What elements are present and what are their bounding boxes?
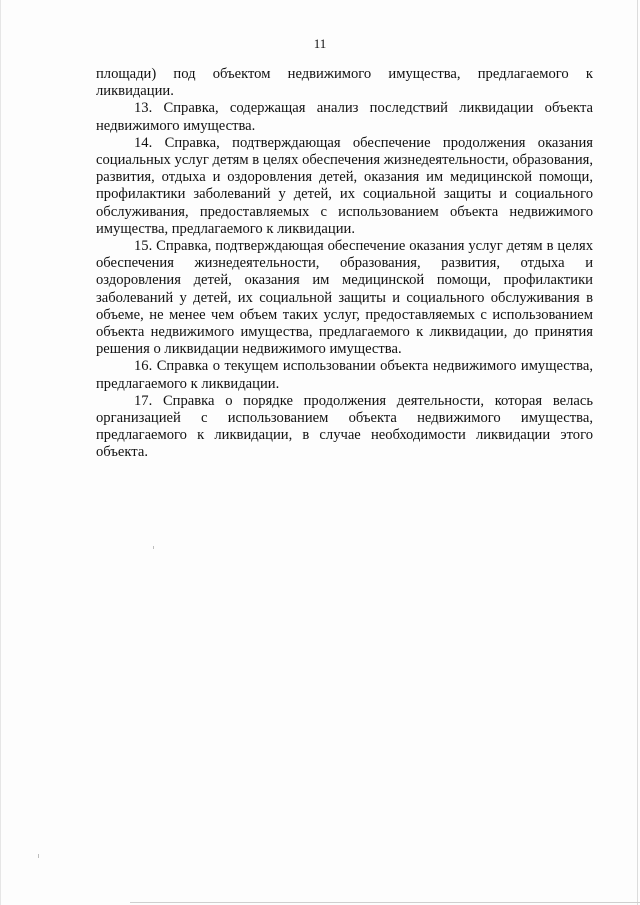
document-body: [96, 66, 593, 462]
scan-edge-bottom: [130, 902, 640, 903]
paragraph-item-15: 15. Справка, подтверждающая обеспечение оказания услуг детям в целях обеспечения жизнедеятельности, образования, развития, отдыха и оздоровления детей, оказания им медицинской помощи, профилактики заболеваний у детей, их социальной защиты и социального обслуживания в объеме, не менее чем объем таких услуг, предоставляемых с использованием объекта недвижимого имущества, предлагаемого к ликвидации, до принятия решения о ликвидации недвижимого имущества.: [96, 238, 593, 358]
paragraph-continuation: площади) под объектом недвижимого имущества, предлагаемого к ликвидации.: [96, 66, 593, 100]
paragraph-item-17: 17. Справка о порядке продолжения деятельности, которая велась организацией с использованием объекта недвижимого имущества, предлагаемого к ликвидации, в случае необходимости ликвидации этого объекта.: [96, 392, 593, 461]
page-number: 11: [313, 36, 327, 51]
scan-edge-right: [637, 0, 638, 905]
scan-speck: [153, 546, 154, 549]
scan-speck: [38, 854, 39, 858]
paragraph-item-13: 13. Справка, содержащая анализ последствий ликвидации объекта недвижимого имущества.: [96, 100, 593, 134]
paragraph-item-16: 16. Справка о текущем использовании объекта недвижимого имущества, предлагаемого к ликвидации.: [96, 358, 593, 392]
scan-edge-left: [0, 0, 1, 905]
paragraph-item-14: 14. Справка, подтверждающая обеспечение продолжения оказания социальных услуг детям в целях обеспечения жизнедеятельности, образования, развития, отдыха и оздоровления детей, оказания им медицинской помощи, профилактики заболеваний у детей, их социальной защиты и социального обслуживания, предоставляемых с использованием объекта недвижимого имущества, предлагаемого к ликвидации.: [96, 134, 593, 237]
